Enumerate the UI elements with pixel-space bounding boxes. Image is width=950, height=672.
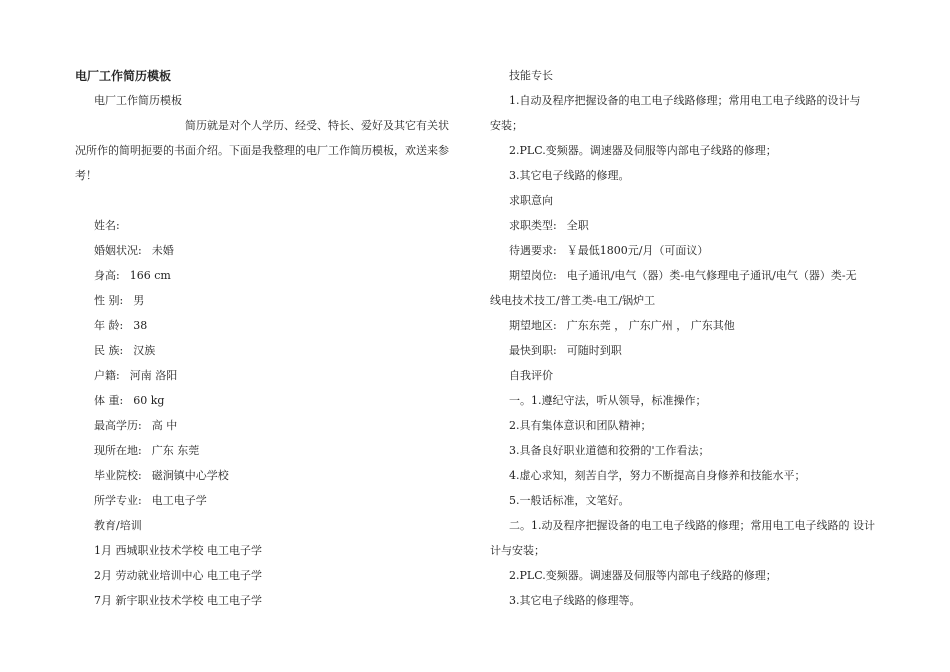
marital-value: 未婚 [151,244,174,257]
job-type-row [509,218,589,234]
education-item: 2月 劳动就业培训中心 电工电子学 [94,569,262,582]
location-row [94,443,199,459]
education-heading: 教育/培训 [94,519,142,532]
major-row [94,493,207,509]
salary-row [509,243,708,259]
hukou-label: 户籍: [94,369,120,382]
intent-heading: 求职意向 [509,194,553,207]
age-value: 38 [133,319,148,332]
age-label: 年 龄: [94,319,124,332]
self-eval-2-item-2: 2.PLC.变频器。调速器及伺服等内部电子线路的修理； [509,569,777,582]
major-label: 所学专业: [94,494,142,507]
education-level-row [94,418,177,434]
gender-label: 性 别: [94,294,124,307]
region-label: 期望地区: [509,319,557,332]
gender-value: 男 [133,294,145,307]
education-level-label: 最高学历: [94,419,142,432]
name-label: 姓名: [94,219,120,232]
self-eval-item: 5.一般话标准，文笔好。 [509,494,630,507]
self-eval-item: 4.虚心求知，刻苦自学，努力不断提高自身修养和技能水平； [509,469,806,482]
education-item: 7月 新宇职业技术学校 电工电子学 [94,594,262,607]
job-type-label: 求职类型: [509,219,557,232]
location-value: 广东 东莞 [151,444,200,457]
position-row [509,268,857,284]
height-label: 身高: [94,269,120,282]
ethnicity-row [94,343,155,359]
job-type-value: 全职 [566,219,589,232]
position-value-continued: 线电技术技工/普工类-电工/锅炉工 [490,294,656,307]
weight-row [94,393,164,409]
location-label: 现所在地: [94,444,142,457]
position-value: 电子通讯/电气（器）类-电气修理电子通讯/电气（器）类-无 [566,269,857,282]
document-title: 电厂工作简历模板 [75,69,172,83]
marital-label: 婚姻状况: [94,244,142,257]
region-value: 广东东莞 ， 广东广州 ， 广东其他 [566,319,735,332]
self-eval-item: 3.具备良好职业道德和狡猾的'工作看法； [509,444,710,457]
weight-label: 体 重: [94,394,124,407]
self-eval-2-line-1: 二。1.动及程序把握设备的电工电子线路的修理；常用电工电子线路的 设计 [509,519,875,532]
height-value: 166 cm [129,269,171,282]
gender-row [94,293,144,309]
major-value: 电工电子学 [151,494,207,507]
self-eval-2-item-3: 3.其它电子线路的修理等。 [509,594,641,607]
intro-line-1: 简历就是对个人学历、经受、特长、爱好及其它有关状 [185,119,449,132]
self-eval-item: 2.具有集体意识和团队精神； [509,419,652,432]
start-date-label: 最快到职: [509,344,557,357]
skill-3: 3.其它电子线路的修理。 [509,169,630,182]
salary-label: 待遇要求: [509,244,557,257]
weight-value: 60 kg [133,394,165,407]
hukou-value: 河南 洛阳 [129,369,178,382]
education-item: 1月 西城职业技术学校 电工电子学 [94,544,262,557]
skill-2: 2.PLC.变频器。调速器及伺服等内部电子线路的修理； [509,144,777,157]
school-row [94,468,229,484]
skill-1-line-2: 安装； [490,119,523,132]
self-eval-item: 一。1.遵纪守法，听从领导，标准操作； [509,394,707,407]
intro-line-2: 况所作的简明扼要的书面介绍。下面是我整理的电厂工作简历模板，欢送来参 [75,144,449,157]
skills-heading: 技能专长 [509,69,553,82]
hukou-row [94,368,177,384]
education-level-value: 高 中 [151,419,178,432]
height-row [94,268,171,284]
start-date-value: 可随时到职 [566,344,622,357]
ethnicity-label: 民 族: [94,344,124,357]
region-row [509,318,735,334]
position-label: 期望岗位: [509,269,557,282]
document-subtitle: 电厂工作简历模板 [94,94,182,107]
self-eval-heading: 自我评价 [509,369,553,382]
ethnicity-value: 汉族 [133,344,156,357]
salary-value: ￥最低1800元/月（可面议） [566,244,709,257]
intro-line-3: 考！ [75,169,97,182]
skill-1-line-1: 1.自动及程序把握设备的电工电子线路修理；常用电工电子线路的设计与 [509,94,861,107]
age-row [94,318,147,334]
self-eval-2-line-2: 计与安装； [490,544,545,557]
school-value: 磁涧镇中心学校 [151,469,229,482]
school-label: 毕业院校: [94,469,142,482]
start-date-row [509,343,622,359]
marital-row [94,243,174,259]
